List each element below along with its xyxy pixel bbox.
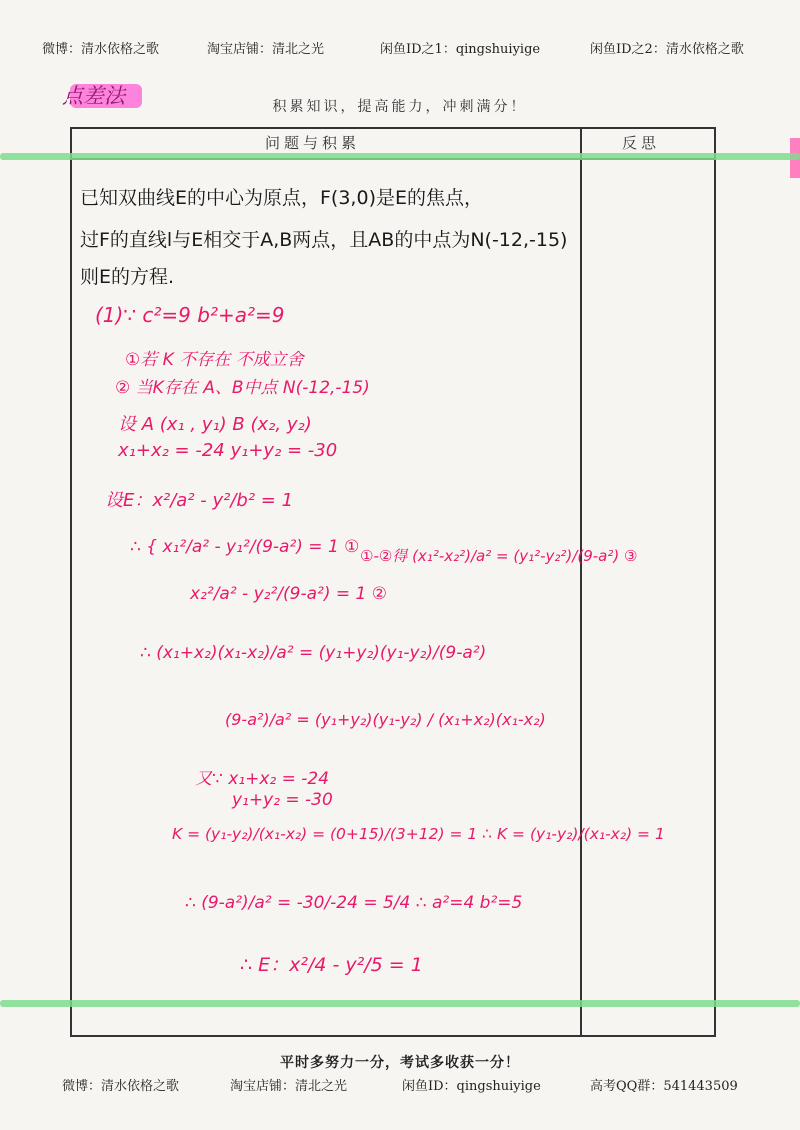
header-xianyu-2: 闲鱼ID之2：清水依格之歌 xyxy=(590,42,744,57)
footer-qq: 高考QQ群：541443509 xyxy=(590,1079,738,1094)
question-line-1: 已知双曲线E的中心为原点，F(3,0)是E的焦点， xyxy=(80,187,483,209)
column-header-problems: 问题与积累 xyxy=(265,134,361,152)
solution-line: y₁+y₂ = -30 xyxy=(232,790,333,810)
footer-xianyu: 闲鱼ID：qingshuiyige xyxy=(402,1079,541,1094)
column-divider xyxy=(580,127,582,1037)
page-footer xyxy=(0,1075,800,1095)
solution-line: 又∵ x₁+x₂ = -24 xyxy=(195,769,330,789)
solution-line: x₁+x₂ = -24 y₁+y₂ = -30 xyxy=(118,440,338,461)
method-tag: 点差法 xyxy=(62,84,125,108)
header-taobao: 淘宝店铺：清北之光 xyxy=(207,42,325,57)
motto: 积累知识，提高能力，冲刺满分！ xyxy=(272,99,528,115)
green-marker-line-top xyxy=(0,153,800,160)
solution-line: (9-a²)/a² = (y₁+y₂)(y₁-y₂) / (x₁+x₂)(x₁-x₂) xyxy=(225,710,546,729)
solution-line: ∴ { x₁²/a² - y₁²/(9-a²) = 1 ① xyxy=(130,537,360,557)
solution-line: ∴ (9-a²)/a² = -30/-24 = 5/4 ∴ a²=4 b²=5 xyxy=(185,893,523,913)
solution-line: 设 A (x₁ , y₁) B (x₂, y₂) xyxy=(118,414,312,435)
solution-line: ② 当K存在 A、B中点 N(-12,-15) xyxy=(115,378,370,398)
column-header-reflection: 反思 xyxy=(622,134,661,152)
question-line-3: 则E的方程. xyxy=(80,266,175,288)
solution-line: ①若 K 不存在 不成立舍 xyxy=(125,350,304,370)
solution-line: (1)∵ c²=9 b²+a²=9 xyxy=(95,303,285,327)
footer-taobao: 淘宝店铺：清北之光 xyxy=(230,1079,348,1094)
solution-line: ∴ E：x²/4 - y²/5 = 1 xyxy=(240,954,423,976)
question-line-2: 过F的直线l与E相交于A,B两点，且AB的中点为N(-12,-15) xyxy=(80,229,568,251)
solution-line: 设E：x²/a² - y²/b² = 1 xyxy=(105,490,294,511)
solution-line: ①-②得 (x₁²-x₂²)/a² = (y₁²-y₂²)/(9-a²) ③ xyxy=(360,547,638,565)
header-xianyu-1: 闲鱼ID之1：qingshuiyige xyxy=(380,42,541,57)
footer-slogan: 平时多努力一分，考试多收获一分！ xyxy=(280,1055,520,1071)
page-header xyxy=(0,38,800,60)
footer-weibo: 微博：清水依格之歌 xyxy=(62,1079,180,1094)
solution-line: x₂²/a² - y₂²/(9-a²) = 1 ② xyxy=(190,584,387,604)
solution-line: ∴ (x₁+x₂)(x₁-x₂)/a² = (y₁+y₂)(y₁-y₂)/(9-a²) xyxy=(140,643,487,663)
header-weibo: 微博：清水依格之歌 xyxy=(42,42,160,57)
green-marker-line-bottom xyxy=(0,1000,800,1007)
solution-line: K = (y₁-y₂)/(x₁-x₂) = (0+15)/(3+12) = 1 ∴ K = (y₁-y₂)/(x₁-x₂) = 1 xyxy=(172,825,665,843)
